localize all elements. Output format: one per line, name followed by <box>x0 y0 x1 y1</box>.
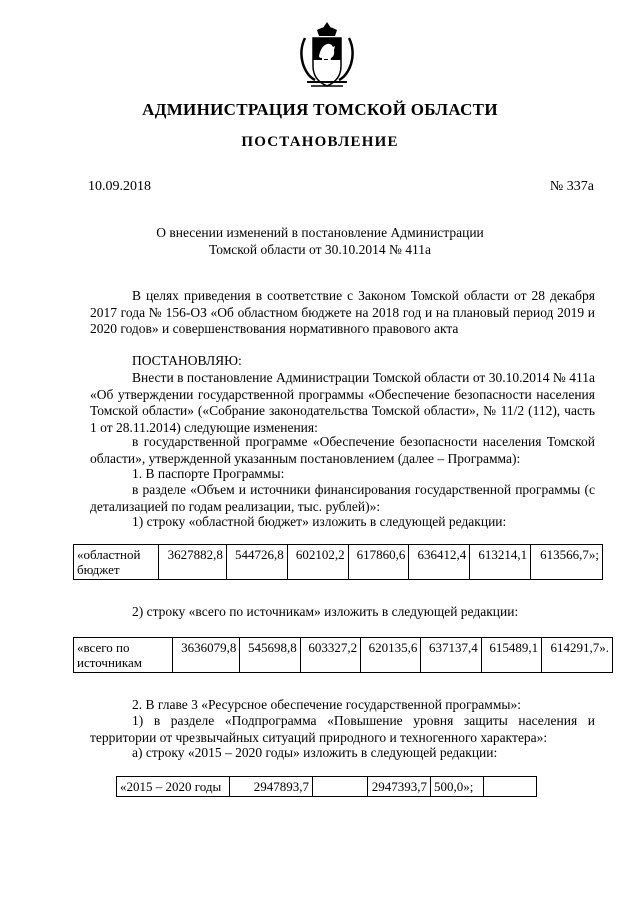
table-cell-label: «всего по источникам <box>74 638 173 673</box>
table-cell: 620135,6 <box>361 638 421 673</box>
resolve-heading: ПОСТАНОВЛЯЮ: <box>132 353 242 368</box>
regional-budget-table <box>73 544 603 580</box>
paragraph-years-row: а) строку «2015 – 2020 годы» изложить в следующей редакции: <box>132 745 498 760</box>
paragraph-chapter-3: 2. В главе 3 «Ресурсное обеспечение государственной программы»: <box>132 697 521 712</box>
paragraph-program: в государственной программе «Обеспечение безопасности населения Томской области», утвержденной указанным постановлением (далее – Программа): <box>90 434 595 466</box>
table-cell: 637137,4 <box>421 638 481 673</box>
paragraph-subprogram: 1) в разделе «Подпрограмма «Повышение уровня защиты населения и территории от чрезвычайных ситуаций природного и техногенного характера»: <box>90 713 595 745</box>
table-cell: 3627882,8 <box>159 545 227 580</box>
table-cell: 500,0»; <box>431 777 484 797</box>
table-cell: 603327,2 <box>300 638 360 673</box>
table-cell: 602102,2 <box>287 545 348 580</box>
table-cell: 614291,7». <box>542 638 613 673</box>
table-cell: 2947393,7 <box>368 777 431 797</box>
document-date: 10.09.2018 <box>88 179 151 194</box>
table-cell <box>484 777 537 797</box>
table-cell: 544726,8 <box>226 545 287 580</box>
table-cell: 3636079,8 <box>173 638 240 673</box>
paragraph-total-sources: 2) строку «всего по источникам» изложить в следующей редакции: <box>132 604 519 619</box>
table-row <box>74 545 603 580</box>
paragraph-regional-budget: 1) строку «областной бюджет» изложить в следующей редакции: <box>132 514 507 529</box>
table-cell: 617860,6 <box>348 545 409 580</box>
table-cell <box>313 777 368 797</box>
subject-line-2: Томской области от 30.10.2014 № 411а <box>209 242 431 257</box>
table-cell: 545698,8 <box>240 638 300 673</box>
table-cell: 2947893,7 <box>230 777 313 797</box>
table-cell: 613214,1 <box>470 545 531 580</box>
table-cell: 613566,7»; <box>531 545 603 580</box>
organization-title: АДМИНИСТРАЦИЯ ТОМСКОЙ ОБЛАСТИ <box>142 100 498 119</box>
document-subject <box>0 224 640 258</box>
table-cell-label: «областной бюджет <box>74 545 159 580</box>
paragraph-amendments: Внести в постановление Администрации Томской области от 30.10.2014 № 411а «Об утверждении государственной программы «Обеспечение безопасности населения Томской области» («Собрание законодательства Томской области», № 11/2 (112), часть 1 от 28.11.2014) следующие изменения: <box>90 370 595 435</box>
table-cell: 636412,4 <box>409 545 470 580</box>
table-row <box>74 638 613 673</box>
coat-of-arms-emblem <box>297 20 357 92</box>
subject-line-1: О внесении изменений в постановление Администрации <box>156 225 484 240</box>
table-cell-label: «2015 – 2020 годы <box>117 777 230 797</box>
paragraph-section: в разделе «Объем и источники финансирования государственной программы (с детализацией по годам реализации, тыс. рублей)»: <box>90 482 595 514</box>
total-sources-table <box>73 637 613 673</box>
table-cell: 615489,1 <box>481 638 541 673</box>
preamble-paragraph: В целях приведения в соответствие с Законом Томской области от 28 декабря 2017 года № 156-ОЗ «Об областном бюджете на 2018 год и на плановый период 2019 и 2020 годов» и совершенствования нормативного правового акта <box>90 288 595 336</box>
document-type: ПОСТАНОВЛЕНИЕ <box>241 134 399 150</box>
document-number: № 337а <box>549 179 594 194</box>
table-row <box>117 777 537 797</box>
years-row-table <box>116 776 537 797</box>
paragraph-passport: 1. В паспорте Программы: <box>132 466 285 481</box>
